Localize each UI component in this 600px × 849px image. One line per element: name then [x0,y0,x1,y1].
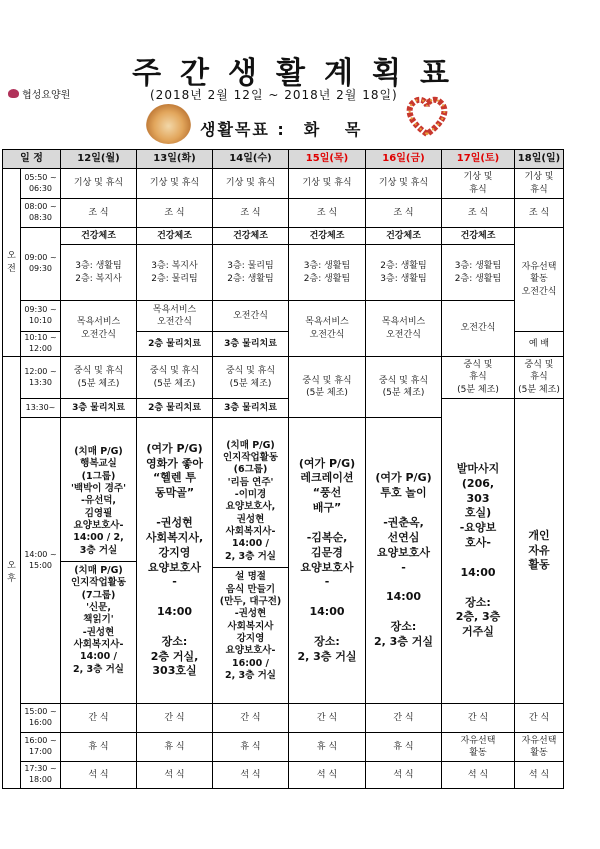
pm-label: 오 후 [3,357,21,789]
time-slot: 10:10 ~ 12:00 [21,332,61,357]
cell-lunch: 중식 및 휴식 (5분 체조) [61,357,137,399]
cell-program-wed [213,418,289,704]
cell-physio: 3층 물리치료 [213,332,289,357]
cell-rest: 휴 식 [289,733,366,762]
cell-exercise-staff: 3층: 물리팀 2층: 생활팀 [213,245,289,301]
cell-breakfast: 조 식 [442,199,515,228]
cell-program-mon [61,418,137,704]
cell-exercise-title: 건강체조 [137,228,213,245]
cell-wake: 기상 및 휴식 [61,169,137,199]
cell-breakfast: 조 식 [289,199,366,228]
cell-physio: 3층 물리치료 [213,399,289,418]
cell-breakfast: 조 식 [213,199,289,228]
am-label: 오 전 [3,169,21,357]
cell-rest: 휴 식 [213,733,289,762]
cell-program-sun: 개인 자유 활동 [515,399,564,704]
cell-rest: 휴 식 [61,733,137,762]
org-logo-icon [8,89,19,98]
time-slot: 08:00 ~ 08:30 [21,199,61,228]
cell-exercise-title: 건강체조 [213,228,289,245]
life-goal [200,117,370,140]
cell-breakfast: 조 식 [515,199,564,228]
cell-exercise-title: 건강체조 [61,228,137,245]
cell-physio: 3층 물리치료 [61,399,137,418]
cell-snack: 간 식 [213,704,289,733]
time-slot: 09:30 ~ 10:10 [21,301,61,332]
cell-exercise-staff: 3층: 생활팀 2층: 복지사 [61,245,137,301]
cell-bath-snack: 오전간식 [213,301,289,332]
cell-program-tue: (여가 P/G) 영화가 좋아 “헬렌 투 동막골” -권성현 사회복지사, 강지영 요양보호사 - 14:00 장소: 2층 거실, 303호실 [137,418,213,704]
time-slot: 05:50 ~ 06:30 [21,169,61,199]
cell-bath-snack: 목욕서비스 오전간식 [366,301,442,357]
cell-exercise-staff: 2층: 생활팀 3층: 생활팀 [366,245,442,301]
day-header-mon: 12일(월) [61,150,137,169]
cell-wake: 기상 및 휴식 [442,169,515,199]
cell-rest: 휴 식 [366,733,442,762]
cell-breakfast: 조 식 [366,199,442,228]
cell-dinner: 석 식 [289,762,366,789]
cell-lunch: 중식 및 휴식 (5분 체조) [515,357,564,399]
day-header-wed: 14일(수) [213,150,289,169]
time-slot: 09:00 ~ 09:30 [21,228,61,301]
cell-physio: 2층 물리치료 [137,399,213,418]
cell-exercise-staff: 3층: 복지사 2층: 물리팀 [137,245,213,301]
cell-lunch: 중식 및 휴식 (5분 체조) [137,357,213,399]
cell-dinner: 석 식 [61,762,137,789]
time-slot: 14:00 ~ 15:00 [21,418,61,704]
cell-snack: 간 식 [366,704,442,733]
cell-breakfast: 조 식 [137,199,213,228]
cell-wake: 기상 및 휴식 [137,169,213,199]
cell-exercise-title: 건강체조 [289,228,366,245]
cell-dinner: 석 식 [366,762,442,789]
page-title: 주간생활계획표 [132,56,468,91]
cell-dinner: 석 식 [442,762,515,789]
cell-worship: 예 배 [515,332,564,357]
cell-lunch: 중식 및 휴식 (5분 체조) [442,357,515,399]
dog-image [146,104,191,144]
weekly-schedule-table [2,149,564,789]
cell-snack: 간 식 [137,704,213,733]
day-header-sat: 17일(토) [442,150,515,169]
time-slot: 13:30~ [21,399,61,418]
cell-dinner: 석 식 [213,762,289,789]
cell-physio: 2층 물리치료 [137,332,213,357]
cell-snack: 간 식 [515,704,564,733]
goal-label: 생활목표 : [200,120,286,139]
cell-bath-snack: 목욕서비스 오전간식 [61,301,137,357]
cell-dinner: 석 식 [137,762,213,789]
time-slot: 16:00 ~ 17:00 [21,733,61,762]
cell-lunch: 중식 및 휴식 (5분 체조) [289,357,366,418]
day-header-tue: 13일(화) [137,150,213,169]
cell-wake: 기상 및 휴식 [515,169,564,199]
program-mon-dementia-2: (치매 P/G) 인지작업활동 (7그룹) '신문, 책읽기' -권성현 사회복지사- 14:00 / 2, 3층 거실 [70,565,127,675]
cell-free-activity: 자유선택 활동 [442,733,515,762]
cell-lunch: 중식 및 휴식 (5분 체조) [366,357,442,418]
cell-exercise-title: 건강체조 [366,228,442,245]
cell-wake: 기상 및 휴식 [213,169,289,199]
cell-free-activity: 자유선택 활동 [515,733,564,762]
cell-sunday-free: 자유선택 활동 오전간식 [515,228,564,332]
program-wed-dementia: (치매 P/G) 인지작업활동 (6그룹) '리듬 연주' -이미경 요양보호사, 권성현 사회복지사- 14:00 / 2, 3층 거실 [213,439,288,568]
time-slot: 17:30 ~ 18:00 [21,762,61,789]
org-name [8,86,70,101]
cell-program-fri: (여가 P/G) 투호 놀이 -권춘옥, 선연심 요양보호사 - 14:00 장소: 2, 3층 거실 [366,418,442,704]
cell-snack: 간 식 [442,704,515,733]
day-header-sun: 18일(일) [515,150,564,169]
day-header-fri: 16일(금) [366,150,442,169]
cell-rest: 휴 식 [137,733,213,762]
org-name-text: 협성요양원 [22,90,71,101]
program-mon-dementia-1: (치매 P/G) 행복교실 (1그룹) '백박이 경주' -유선덕, 김영필 요양보호사- 14:00 / 2, 3층 거실 [61,445,136,562]
cell-dinner: 석 식 [515,762,564,789]
cell-lunch: 중식 및 휴식 (5분 체조) [213,357,289,399]
cell-program-sat: 발마사지 (206, 303 호실) -요양보 호사- 14:00 장소: 2층, 3층 거주실 [442,399,515,704]
cell-bath-snack: 오전간식 [442,301,515,357]
cell-bath-snack: 목욕서비스 오전간식 [137,301,213,332]
program-wed-cooking: 설 명절 음식 만들기 (만두, 대구전) -권성현 사회복지사 강지영 요양보호사- 16:00 / 2, 3층 거실 [219,571,282,681]
day-header-thu: 15일(목) [289,150,366,169]
cell-wake: 기상 및 휴식 [366,169,442,199]
cell-bath-snack: 목욕서비스 오전간식 [289,301,366,357]
time-slot: 15:00 ~ 16:00 [21,704,61,733]
cell-exercise-title: 건강체조 [442,228,515,245]
cell-snack: 간 식 [61,704,137,733]
cell-wake: 기상 및 휴식 [289,169,366,199]
cell-exercise-staff: 3층: 생활팀 2층: 생활팀 [289,245,366,301]
goal-value: 화 목 [303,120,371,139]
time-slot: 12:00 ~ 13:30 [21,357,61,399]
cell-program-thu: (여가 P/G) 레크레이션 “풍선 배구” -김복순, 김문경 요양보호사 - 14:00 장소: 2, 3층 거실 [289,418,366,704]
cell-snack: 간 식 [289,704,366,733]
corner-header: 일 정 [3,150,61,169]
cell-breakfast: 조 식 [61,199,137,228]
heart-wreath-icon [404,94,450,138]
schedule-period: (2018년 2월 12일 ~ 2018년 2월 18일) [150,88,398,102]
cell-exercise-staff: 3층: 생활팀 2층: 생활팀 [442,245,515,301]
